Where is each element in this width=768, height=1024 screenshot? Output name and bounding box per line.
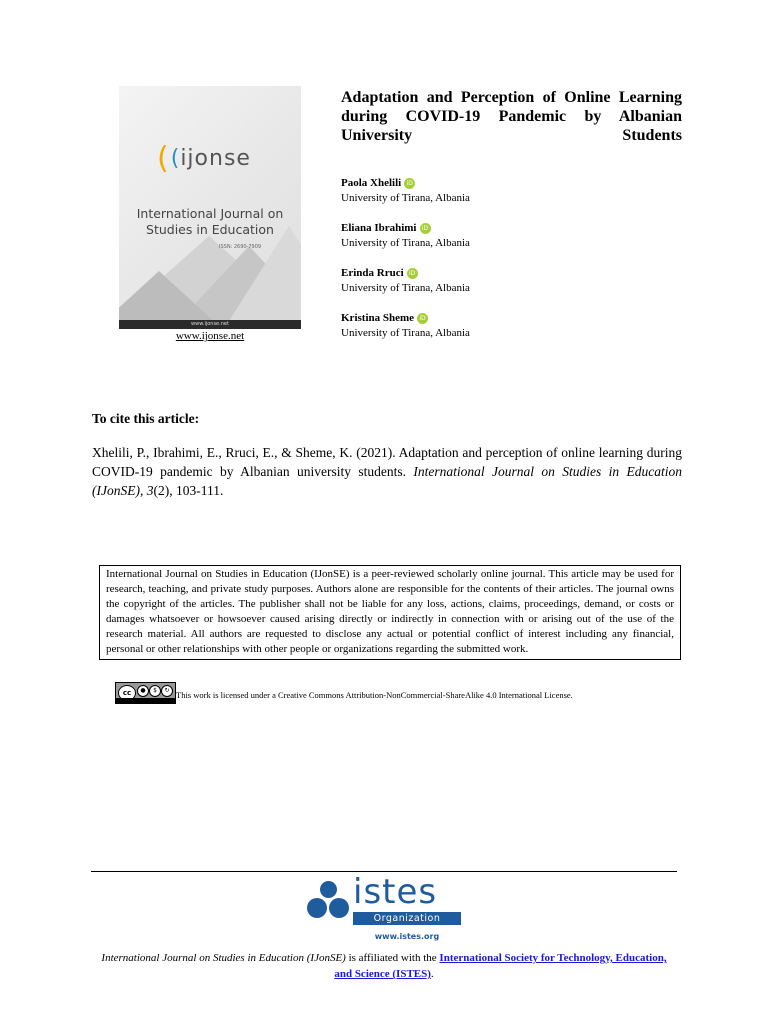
istes-logo-word: istes (353, 872, 438, 912)
citation-journal: International Journal on Studies in Education (IJonSE), 3 (92, 464, 682, 498)
footer-journal: International Journal on Studies in Education (IJonSE) (101, 952, 346, 964)
author-block (341, 176, 681, 206)
citation-text (92, 443, 682, 500)
license-text: This work is licensed under a Creative Commons Attribution-NonCommercial-ShareAlike 4.0 International License. (176, 690, 573, 700)
sharealike-icon: ↻ (161, 685, 173, 697)
cover-journal-name: International Journal on Studies in Education (136, 206, 284, 237)
orcid-icon[interactable]: iD (417, 313, 428, 324)
author-name: Eliana Ibrahimi (341, 222, 417, 234)
footer-end: . (430, 968, 434, 980)
attribution-icon: ● (137, 685, 149, 697)
orcid-icon[interactable]: iD (420, 223, 431, 234)
author-affiliation: University of Tirana, Albania (341, 282, 470, 294)
cite-heading: To cite this article: (92, 411, 200, 426)
author-block (341, 311, 681, 341)
author-affiliation: University of Tirana, Albania (341, 192, 470, 204)
cc-badge-label: cc (118, 685, 136, 701)
cc-by-nc-sa-icon[interactable] (115, 682, 176, 704)
istes-logo (307, 872, 467, 948)
istes-circles-icon (307, 881, 351, 923)
footer-affiliation-text (92, 950, 676, 982)
author-block (341, 266, 681, 296)
author-affiliation: University of Tirana, Albania (341, 237, 470, 249)
istes-logo-url: www.istes.org (374, 932, 440, 941)
cover-logo-text: ijonse (180, 146, 251, 171)
article-title: Adaptation and Perception of Online Learning during COVID-19 Pandemic by Albanian University Students (341, 89, 682, 144)
journal-website-link[interactable]: www.ijonse.net (175, 330, 245, 342)
istes-logo-org: Organization (353, 912, 461, 925)
cover-issn: ISSN: 2690-7909 (219, 244, 262, 250)
citation-main: Xhelili, P., Ibrahimi, E., Rruci, E., & Sheme, K. (2021). Adaptation and perception of online learning during COVID-19 pandemic by Albanian university students. (92, 445, 682, 479)
journal-notice-box: International Journal on Studies in Education (IJonSE) is a peer-reviewed scholarly online journal. This article may be used for research, teaching, and private study purposes. Authors alone are responsible for the contents of their articles. The journal owns the copyright of the articles. The publisher shall not be liable for any loss, actions, claims, proceedings, demand, or costs or damages whatsoever or howsoever caused arising directly or indirectly in connection with or arising out of the use of the research material. All authors are requested to disclose any actual or potential conflict of interest including any financial, personal or other relationships with other people or organizations regarding the submitted work. (99, 565, 681, 660)
noncommercial-icon: $ (149, 685, 161, 697)
author-block (341, 221, 681, 251)
footer-affiliated: is affiliated with the (345, 952, 440, 964)
orcid-icon[interactable]: iD (407, 268, 418, 279)
author-name: Paola Xhelili (341, 177, 402, 189)
author-affiliation: University of Tirana, Albania (341, 327, 470, 339)
cover-bottom-bar: www.ijonse.net (119, 320, 301, 329)
istes-society-link[interactable]: International Society for Technology, Education, and Science (ISTES) (334, 952, 667, 980)
journal-cover-image (119, 86, 301, 329)
orcid-icon[interactable]: iD (404, 178, 415, 189)
author-name: Kristina Sheme (341, 312, 415, 324)
author-name: Erinda Rruci (341, 267, 404, 279)
citation-issue-pages: (2), 103-111. (153, 483, 224, 498)
ijonse-logo: ((ijonse (157, 141, 251, 176)
